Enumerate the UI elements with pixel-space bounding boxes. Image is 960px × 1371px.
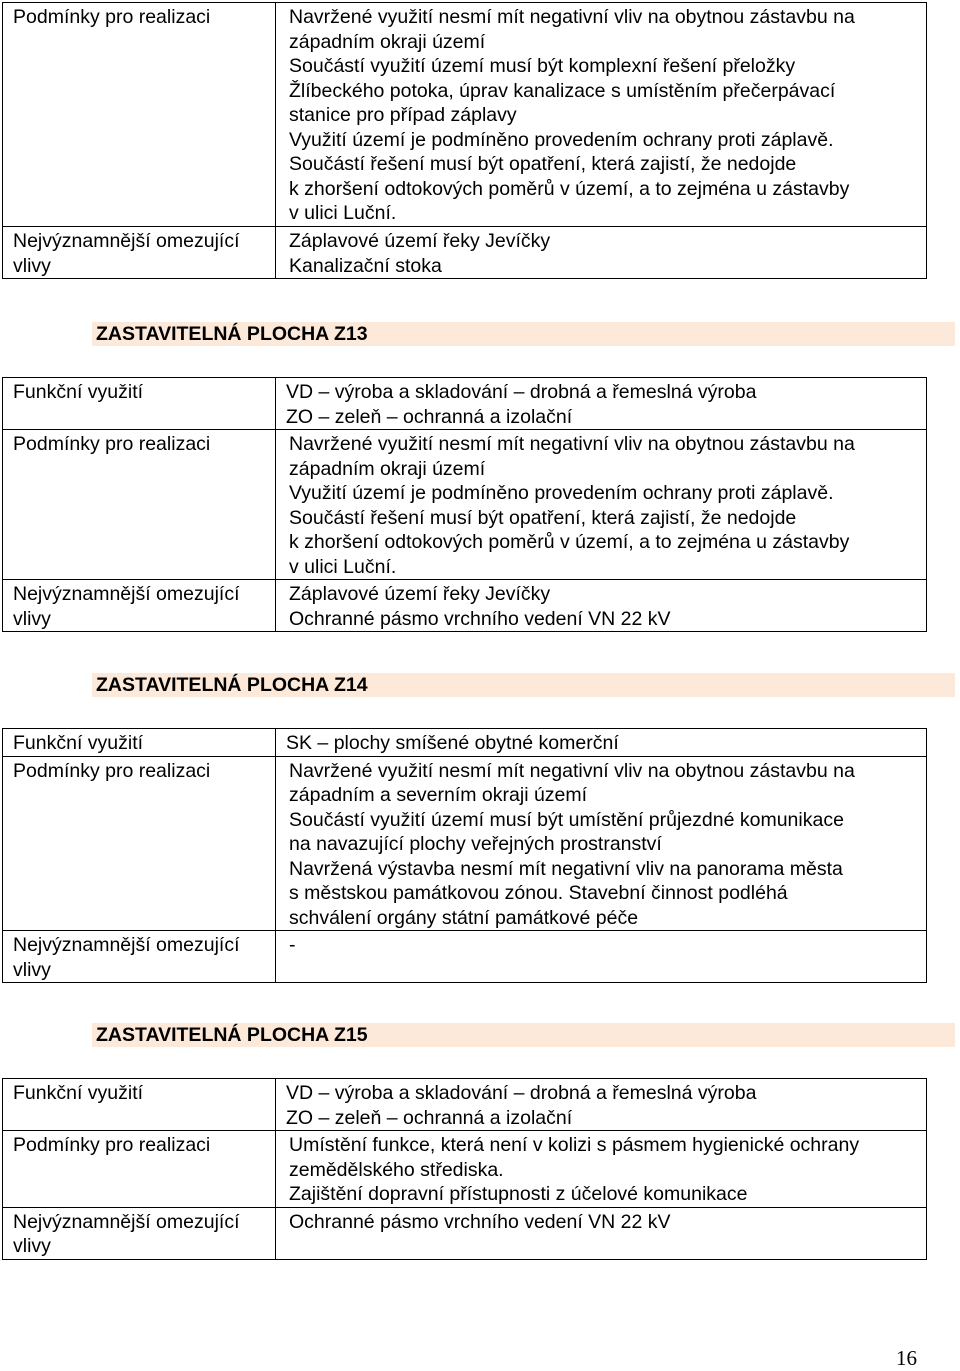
page-number: 16 bbox=[896, 1346, 917, 1370]
value-cell bbox=[276, 580, 927, 632]
text-line: v ulici Luční. bbox=[289, 202, 397, 224]
text-line: Žlíbeckého potoka, úprav kanalizace s umístěním přečerpávací bbox=[289, 79, 836, 102]
label-cell bbox=[3, 729, 276, 757]
text-line: Ochranné pásmo vrchního vedení VN 22 kV bbox=[289, 607, 671, 630]
table-row bbox=[3, 580, 927, 632]
label-podminky: Podmínky pro realizaci bbox=[13, 6, 211, 28]
label-omezujici-2: vlivy bbox=[13, 958, 51, 981]
table-z13 bbox=[2, 377, 927, 632]
label-podminky: Podmínky pro realizaci bbox=[13, 759, 211, 782]
label-cell bbox=[3, 1207, 276, 1259]
text-line: stanice pro případ záplavy bbox=[289, 104, 517, 126]
text-line: západním okraji území bbox=[289, 30, 486, 53]
text-line: ZO – zeleň – ochranná a izolační bbox=[286, 405, 573, 428]
table-row bbox=[3, 1079, 927, 1131]
label-cell bbox=[3, 580, 276, 632]
value-cell bbox=[276, 3, 927, 227]
text-line: Navržené využití nesmí mít negativní vliv na obytnou zástavbu na bbox=[289, 6, 855, 28]
text-line: Navržená výstavba nesmí mít negativní vliv na panorama města bbox=[289, 857, 843, 880]
text-line: k zhoršení odtokových poměrů v území, a to zejména u zástavby bbox=[289, 177, 850, 200]
text-line: Ochranné pásmo vrchního vedení VN 22 kV bbox=[289, 1210, 671, 1233]
label-cell bbox=[3, 227, 276, 279]
text-line: ZO – zeleň – ochranná a izolační bbox=[286, 1106, 573, 1129]
text-line: Součástí využití území musí být komplexní řešení přeložky bbox=[289, 55, 796, 77]
text-line: Součástí řešení musí být opatření, která zajistí, že nedojde bbox=[289, 153, 797, 175]
text-line: Záplavové území řeky Jevíčky bbox=[289, 583, 551, 605]
label-cell bbox=[3, 931, 276, 983]
value-cell bbox=[276, 430, 927, 580]
text-line: Využití území je podmíněno provedením ochrany proti záplavě. bbox=[289, 128, 834, 151]
section-heading-z13: ZASTAVITELNÁ PLOCHA Z13 bbox=[96, 323, 368, 345]
table-row bbox=[3, 1207, 927, 1259]
text-line: Využití území je podmíněno provedením ochrany proti záplavě. bbox=[289, 482, 834, 504]
table-row bbox=[3, 729, 927, 757]
table-row bbox=[3, 378, 927, 430]
section-heading-z15: ZASTAVITELNÁ PLOCHA Z15 bbox=[96, 1024, 368, 1046]
text-line: Navržené využití nesmí mít negativní vliv na obytnou zástavbu na bbox=[289, 433, 855, 455]
table-row bbox=[3, 430, 927, 580]
text-line: západním okraji území bbox=[289, 457, 486, 480]
text-line: s městskou památkovou zónou. Stavební činnost podléhá bbox=[289, 882, 788, 904]
value-cell bbox=[276, 378, 927, 430]
text-line: VD – výroba a skladování – drobná a řemeslná výroba bbox=[286, 1082, 757, 1104]
value-cell bbox=[276, 756, 927, 931]
value-cell bbox=[276, 931, 927, 983]
value-cell bbox=[276, 1207, 927, 1259]
text-line: Zajištění dopravní přístupnosti z účelové komunikace bbox=[289, 1183, 748, 1205]
text-line: schválení orgány státní památkové péče bbox=[289, 906, 639, 929]
label-cell bbox=[3, 1131, 276, 1208]
value-cell bbox=[276, 1079, 927, 1131]
label-cell bbox=[3, 1079, 276, 1131]
text-line: - bbox=[289, 934, 296, 956]
table-row bbox=[3, 227, 927, 279]
label-omezujici-2: vlivy bbox=[13, 254, 51, 277]
text-line: zemědělského střediska. bbox=[289, 1158, 504, 1181]
text-line: Záplavové území řeky Jevíčky bbox=[289, 230, 551, 252]
table-row bbox=[3, 1131, 927, 1208]
text-line: Navržené využití nesmí mít negativní vliv na obytnou zástavbu na bbox=[289, 759, 855, 782]
text-line: na navazující plochy veřejných prostranství bbox=[289, 833, 662, 855]
text-line: k zhoršení odtokových poměrů v území, a to zejména u zástavby bbox=[289, 531, 850, 553]
label-omezujici: Nejvýznamnější omezující bbox=[13, 583, 240, 605]
text-line: Součástí využití území musí být umístění průjezdné komunikace bbox=[289, 808, 844, 831]
table-row bbox=[3, 3, 927, 227]
text-line: Umístění funkce, která není v kolizi s pásmem hygienické ochrany bbox=[289, 1134, 860, 1156]
label-cell bbox=[3, 756, 276, 931]
label-omezujici: Nejvýznamnější omezující bbox=[13, 1210, 240, 1233]
table-z15 bbox=[2, 1078, 927, 1260]
label-omezujici-2: vlivy bbox=[13, 607, 51, 630]
label-cell bbox=[3, 378, 276, 430]
text-line: Součástí řešení musí být opatření, která zajistí, že nedojde bbox=[289, 506, 797, 529]
label-funkcni: Funkční využití bbox=[13, 381, 144, 403]
label-funkcni: Funkční využití bbox=[13, 732, 144, 754]
label-omezujici: Nejvýznamnější omezující bbox=[13, 934, 240, 956]
label-omezujici: Nejvýznamnější omezující bbox=[13, 230, 240, 252]
label-podminky: Podmínky pro realizaci bbox=[13, 433, 211, 455]
table-row bbox=[3, 931, 927, 983]
text-line: VD – výroba a skladování – drobná a řemeslná výroba bbox=[286, 381, 757, 403]
value-cell bbox=[276, 729, 927, 757]
section-heading-z14: ZASTAVITELNÁ PLOCHA Z14 bbox=[96, 674, 368, 696]
label-omezujici-2: vlivy bbox=[13, 1235, 51, 1257]
label-cell bbox=[3, 430, 276, 580]
label-podminky: Podmínky pro realizaci bbox=[13, 1134, 211, 1156]
table-z14 bbox=[2, 728, 927, 983]
value-cell bbox=[276, 1131, 927, 1208]
text-line: západním a severním okraji území bbox=[289, 784, 588, 806]
text-line: Kanalizační stoka bbox=[289, 254, 442, 277]
value-cell bbox=[276, 227, 927, 279]
table-row bbox=[3, 756, 927, 931]
label-funkcni: Funkční využití bbox=[13, 1082, 144, 1104]
text-line: SK – plochy smíšené obytné komerční bbox=[286, 732, 619, 754]
top-table bbox=[2, 2, 927, 279]
text-line: v ulici Luční. bbox=[289, 555, 397, 578]
label-cell bbox=[3, 3, 276, 227]
